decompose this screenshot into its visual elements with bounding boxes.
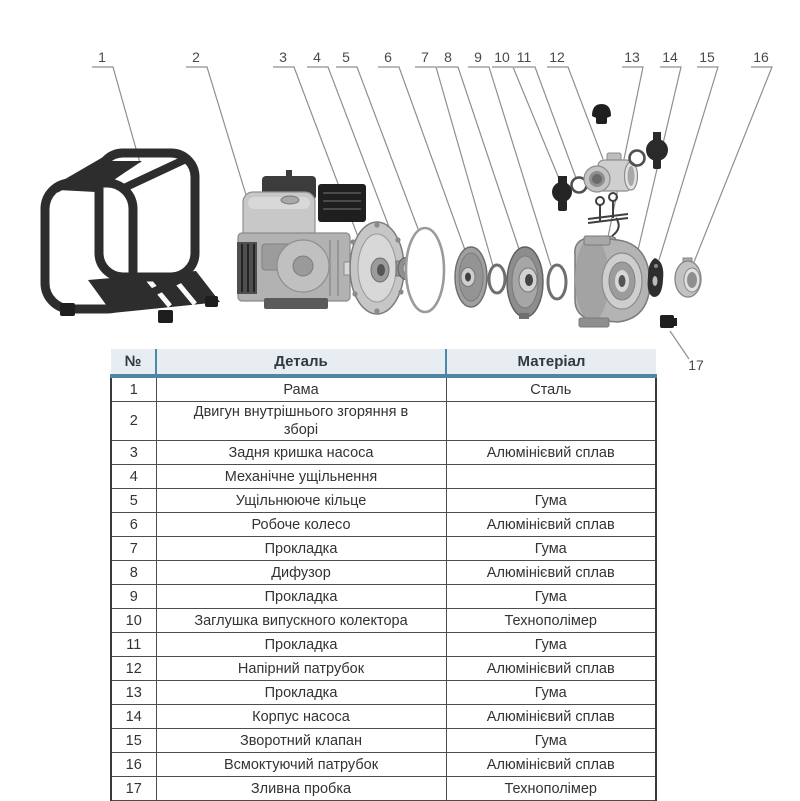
cell-material [446,465,656,489]
cell-part: Прокладка [156,681,446,705]
cell-no: 9 [111,585,156,609]
part-number-label: 4 [313,49,321,65]
part-frame [45,153,220,323]
cell-part: Двигун внутрішнього згоряння в зборі [156,402,446,441]
part-gasket-small [489,265,505,293]
cell-part: Механічне ущільнення [156,465,446,489]
part-oring-2 [630,151,645,166]
cell-no: 5 [111,489,156,513]
parts-table-body [111,376,656,801]
table-row [111,633,656,657]
part-suction-port [675,258,701,297]
table-row [111,513,656,537]
cell-material: Сталь [446,376,656,402]
cell-material: Алюмінієвий сплав [446,657,656,681]
cell-material: Гума [446,537,656,561]
cell-material [446,402,656,441]
cell-no: 16 [111,753,156,777]
part-number-label: 14 [662,49,678,65]
part-number-label: 11 [516,49,532,65]
cell-part: Всмоктуючий патрубок [156,753,446,777]
table-row [111,441,656,465]
table-row [111,465,656,489]
cell-material: Алюмінієвий сплав [446,561,656,585]
cell-material: Гума [446,585,656,609]
cell-no: 7 [111,537,156,561]
table-row [111,585,656,609]
cell-part: Зворотний клапан [156,729,446,753]
part-number-label: 2 [192,49,200,65]
table-row [111,609,656,633]
cell-part: Прокладка [156,633,446,657]
cell-material: Алюмінієвий сплав [446,513,656,537]
cell-no: 15 [111,729,156,753]
part-impeller [455,247,487,307]
part-number-label: 12 [549,49,565,65]
cell-no: 2 [111,402,156,441]
valve-retainer [588,193,628,236]
table-row [111,777,656,801]
cell-part: Дифузор [156,561,446,585]
filler-plug [592,104,611,124]
cell-part: Заглушка випускного колектора [156,609,446,633]
cell-no: 14 [111,705,156,729]
cell-material: Гума [446,681,656,705]
cell-no: 4 [111,465,156,489]
cell-no: 3 [111,441,156,465]
part-diffuser [507,247,543,319]
cell-material: Гума [446,489,656,513]
cell-part: Ущільнююче кільце [156,489,446,513]
part-number-label: 9 [474,49,482,65]
cell-part: Зливна пробка [156,777,446,801]
cell-part: Прокладка [156,537,446,561]
cell-material: Технополімер [446,777,656,801]
part-number-label: 8 [444,49,452,65]
cell-material: Технополімер [446,609,656,633]
part-number-label: 6 [384,49,392,65]
part-drain-plug [660,315,677,328]
cell-no: 8 [111,561,156,585]
part-number-label: 13 [624,49,640,65]
table-row [111,681,656,705]
cell-no: 10 [111,609,156,633]
header-no: № [111,349,156,376]
cell-material: Гума [446,633,656,657]
part-number-label: 16 [753,49,769,65]
header-material: Матеріал [446,349,656,376]
part-number-label: 5 [342,49,350,65]
part-number-label: 3 [279,49,287,65]
cell-material: Алюмінієвий сплав [446,753,656,777]
cell-part: Задня кришка насоса [156,441,446,465]
part-number-label: 1 [98,49,106,65]
part-sealing-ring [406,228,444,312]
parts-table [110,349,655,801]
cell-no: 17 [111,777,156,801]
exploded-parts-diagram [0,0,800,380]
part-number-label: 10 [494,49,510,65]
table-row [111,561,656,585]
cell-part: Рама [156,376,446,402]
header-part: Деталь [156,349,446,376]
part-number-label: 15 [699,49,715,65]
cell-no: 6 [111,513,156,537]
part-outlet-plug [552,176,572,211]
table-row [111,402,656,441]
cell-part: Прокладка [156,585,446,609]
cell-material: Алюмінієвий сплав [446,705,656,729]
part-engine [237,170,370,309]
table-row [111,657,656,681]
cell-part: Робоче колесо [156,513,446,537]
table-row [111,705,656,729]
cell-part: Корпус насоса [156,705,446,729]
part-gasket-ring [548,265,566,299]
cell-no: 13 [111,681,156,705]
table-row [111,489,656,513]
table-row [111,729,656,753]
cell-part: Напірний патрубок [156,657,446,681]
parts-table-header [111,349,656,376]
table-row [111,753,656,777]
part-check-valve [648,258,664,297]
cell-material: Гума [446,729,656,753]
part-pump-housing [575,236,650,327]
cell-material: Алюмінієвий сплав [446,441,656,465]
part-number-label: 7 [421,49,429,65]
part-number-label: 17 [688,357,704,373]
table-row [111,537,656,561]
table-row [111,376,656,402]
cell-no: 1 [111,376,156,402]
cell-no: 11 [111,633,156,657]
cell-no: 12 [111,657,156,681]
